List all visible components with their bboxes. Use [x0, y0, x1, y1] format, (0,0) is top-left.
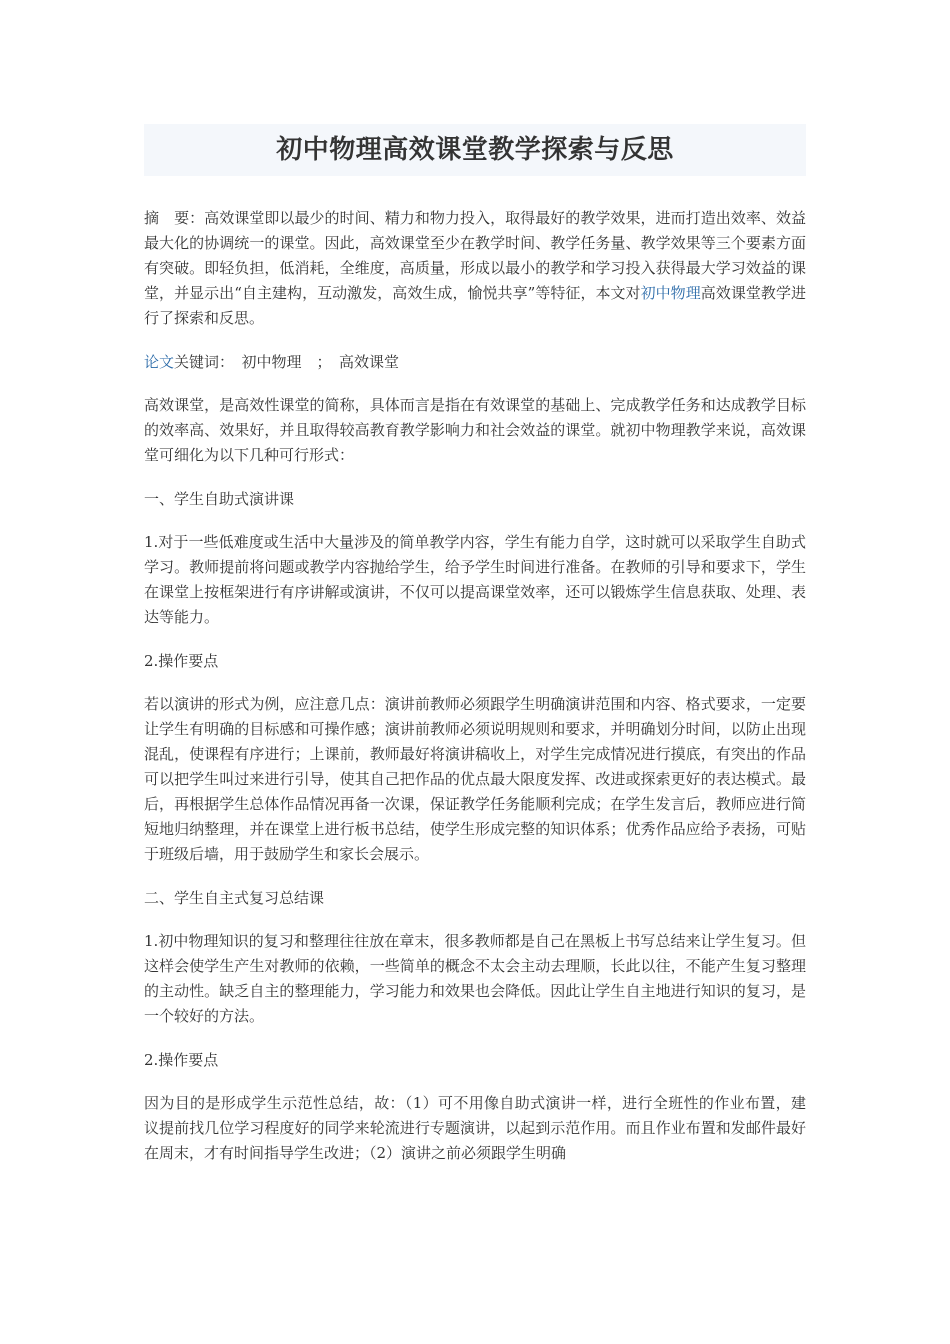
document-title: 初中物理高效课堂教学探索与反思	[144, 124, 806, 176]
paper-link[interactable]: 论文	[144, 352, 175, 371]
document-body	[144, 206, 806, 1166]
physics-link[interactable]: 初中物理	[640, 284, 701, 302]
abstract-text-end: 高效课堂教学进行了探索和反思。	[144, 284, 806, 327]
body-paragraph: 因为目的是形成学生示范性总结，故：（1）可不用像自助式演讲一样，进行全班性的作业布置，建议提前找几位学习程度好的同学来轮流进行专题演讲，以起到示范作用。而且作业布置和发邮件最好在周末，才有时间指导学生改进；（2）演讲之前必须跟学生明确	[144, 1094, 806, 1162]
keywords-paragraph	[144, 350, 806, 375]
body-paragraph: 若以演讲的形式为例，应注意几点：演讲前教师必须跟学生明确演讲范围和内容、格式要求，一定要让学生有明确的目标感和可操作感；演讲前教师必须说明规则和要求，并明确划分时间，以防止出现混乱，使课程有序进行；上课前，教师最好将演讲稿收上，对学生完成情况进行摸底，有突出的作品可以把学生叫过来进行引导，使其自己把作品的优点最大限度发挥、改进或探索更好的表达模式。最后，再根据学生总体作品情况再备一次课，保证教学任务能顺利完成；在学生发言后，教师应进行简短地归纳整理，并在课堂上进行板书总结，使学生形成完整的知识体系；优秀作品应给予表扬，可贴于班级后墙，用于鼓励学生和家长会展示。	[144, 695, 806, 863]
section-heading: 一、学生自助式演讲课	[144, 489, 295, 508]
section-heading: 二、学生自主式复习总结课	[144, 888, 325, 907]
body-paragraph: 1.初中物理知识的复习和整理往往放在章末，很多教师都是自己在黑板上书写总结来让学生复习。但这样会使学生产生对教师的依赖，一些简单的概念不太会主动去理顺，长此以往，不能产生复习整理的主动性。缺乏自主的整理能力，学习能力和效果也会降低。因此让学生自主地进行知识的复习，是一个较好的方法。	[144, 932, 806, 1025]
body-paragraph: 高效课堂，是高效性课堂的简称，具体而言是指在有效课堂的基础上、完成教学任务和达成教学目标的效率高、效果好，并且取得较高教育教学影响力和社会效益的课堂。就初中物理教学来说，高效课堂可细化为以下几种可行形式：	[144, 396, 806, 464]
document-page	[144, 124, 806, 1185]
abstract-paragraph	[144, 206, 806, 331]
subsection-heading: 2.操作要点	[144, 1050, 219, 1069]
abstract-text: 摘 要：高效课堂即以最少的时间、精力和物力投入，取得最好的教学效果，进而打造出效率、效益最大化的协调统一的课堂。因此，高效课堂至少在教学时间、教学任务量、教学效果等三个要素方面有突破。即轻负担，低消耗，全维度，高质量，形成以最小的教学和学习投入获得最大学习效益的课堂，并显示出“自主建构，互动激发，高效生成，愉悦共享”等特征，本文对	[144, 209, 806, 302]
subsection-heading: 2.操作要点	[144, 651, 219, 670]
body-paragraph: 1.对于一些低难度或生活中大量涉及的简单教学内容，学生有能力自学，这时就可以采取学生自助式学习。教师提前将问题或教学内容抛给学生，给予学生时间进行准备。在教师的引导和要求下，学生在课堂上按框架进行有序讲解或演讲，不仅可以提高课堂效率，还可以锻炼学生信息获取、处理、表达等能力。	[144, 533, 806, 626]
keywords-text: 关键词： 初中物理 ； 高效课堂	[174, 352, 400, 371]
